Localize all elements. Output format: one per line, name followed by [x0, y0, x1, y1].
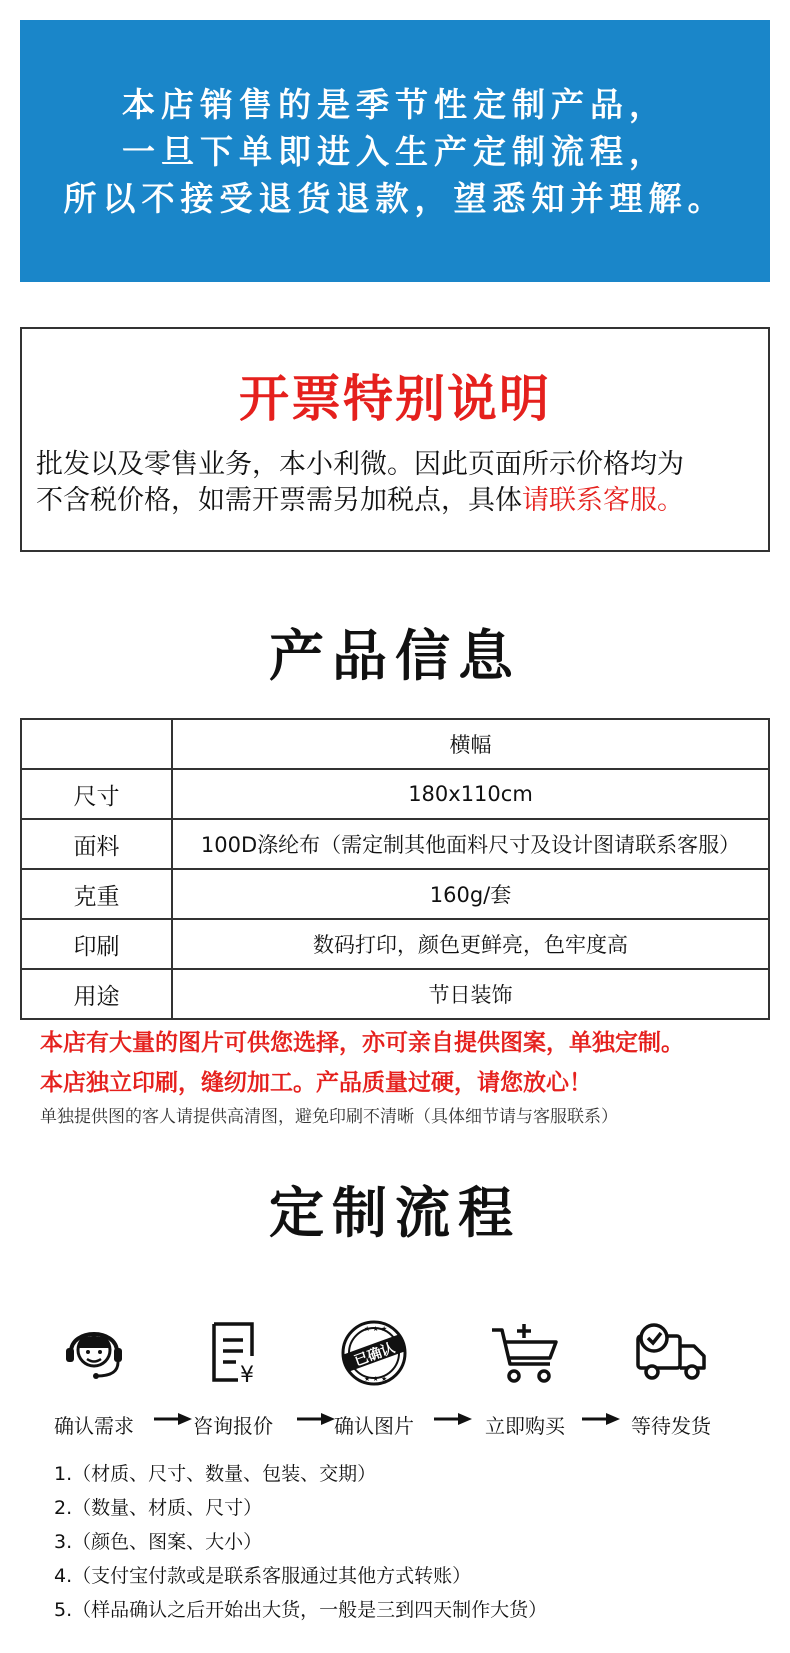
flow-step-confirm-needs [29, 1318, 159, 1439]
invoice-notice-box [20, 327, 770, 552]
table-row-label: 用途 [21, 969, 172, 1019]
flow-step-confirm-image [309, 1318, 439, 1439]
contact-support-link[interactable]: 请联系客服。 [522, 485, 684, 516]
table-row-value: 数码打印，颜色更鲜亮，色牢度高 [172, 919, 769, 969]
promo-line-1: 本店有大量的图片可供您选择，亦可亲自提供图案，单独定制。 [40, 1030, 684, 1056]
flow-step-label: 立即购买 [485, 1414, 565, 1438]
return-policy-banner [20, 20, 770, 282]
confirmed-stamp-icon [329, 1318, 419, 1388]
svg-text:★ ★ ★: ★ ★ ★ [364, 1325, 388, 1333]
table-row-label: 克重 [21, 869, 172, 919]
table-row-value: 180x110cm [172, 769, 769, 819]
customer-service-headset-icon [49, 1318, 139, 1388]
flow-step-ask-quote [168, 1318, 298, 1439]
svg-text:¥: ¥ [240, 1363, 254, 1388]
shopping-cart-add-icon [480, 1318, 570, 1388]
quote-document-yen-icon [188, 1318, 278, 1388]
invoice-notice-line-2 [36, 483, 768, 519]
flow-step-await-shipping [606, 1318, 736, 1439]
list-item: 2.（数量、材质、尺寸） [54, 1497, 263, 1519]
flow-notes-list [54, 1457, 754, 1627]
notice-line-1: 本店销售的是季节性定制产品， [122, 84, 668, 124]
notice-line-2: 一旦下单即进入生产定制流程， [122, 131, 668, 171]
table-row-fabric [21, 819, 769, 869]
invoice-notice-title: 开票特别说明 [239, 370, 551, 428]
list-item: 5.（样品确认之后开始出大货，一般是三到四天制作大货） [54, 1599, 548, 1621]
promo-line-2: 本店独立印刷，缝纫加工。产品质量过硬，请您放心！ [40, 1070, 592, 1096]
product-spec-table [20, 718, 770, 1020]
invoice-notice-body [22, 447, 768, 519]
flow-step-label: 确认需求 [54, 1414, 134, 1438]
table-row-weight [21, 869, 769, 919]
delivery-truck-check-icon [626, 1318, 716, 1388]
custom-flow-title: 定制流程 [268, 1181, 521, 1245]
invoice-notice-line-1: 批发以及零售业务，本小利微。因此页面所示价格均为 [36, 449, 684, 480]
flow-step-label: 咨询报价 [193, 1414, 273, 1438]
list-item: 4.（支付宝付款或是联系客服通过其他方式转账） [54, 1565, 472, 1587]
product-info-title: 产品信息 [268, 624, 521, 688]
notice-line-3: 所以不接受退货退款，望悉知并理解。 [63, 178, 727, 218]
flow-step-label: 等待发货 [631, 1414, 711, 1438]
table-header-value: 横幅 [172, 719, 769, 769]
custom-flow-steps [0, 1318, 790, 1438]
table-row-usage [21, 969, 769, 1019]
table-header-empty-cell [21, 719, 172, 769]
svg-text:★ ★ ★: ★ ★ ★ [364, 1375, 388, 1383]
table-header-row [21, 719, 769, 769]
table-row-value: 160g/套 [172, 869, 769, 919]
table-row-label: 印刷 [21, 919, 172, 969]
table-row-label: 面料 [21, 819, 172, 869]
table-row-size [21, 769, 769, 819]
invoice-notice-line-2-text: 不含税价格，如需开票需另加税点，具体 [36, 485, 522, 516]
list-item: 3.（颜色、图案、大小） [54, 1531, 263, 1553]
table-row-value: 100D涤纶布（需定制其他面料尺寸及设计图请联系客服） [172, 819, 769, 869]
flow-step-label: 确认图片 [334, 1414, 414, 1438]
table-row-printing [21, 919, 769, 969]
promo-line-3: 单独提供图的客人请提供高清图，避免印刷不清晰（具体细节请与客服联系） [40, 1107, 618, 1127]
table-row-label: 尺寸 [21, 769, 172, 819]
stamp-text: 已确认 [352, 1340, 398, 1370]
table-row-value: 节日装饰 [172, 969, 769, 1019]
flow-step-buy-now [460, 1318, 590, 1439]
list-item: 1.（材质、尺寸、数量、包装、交期） [54, 1463, 377, 1485]
